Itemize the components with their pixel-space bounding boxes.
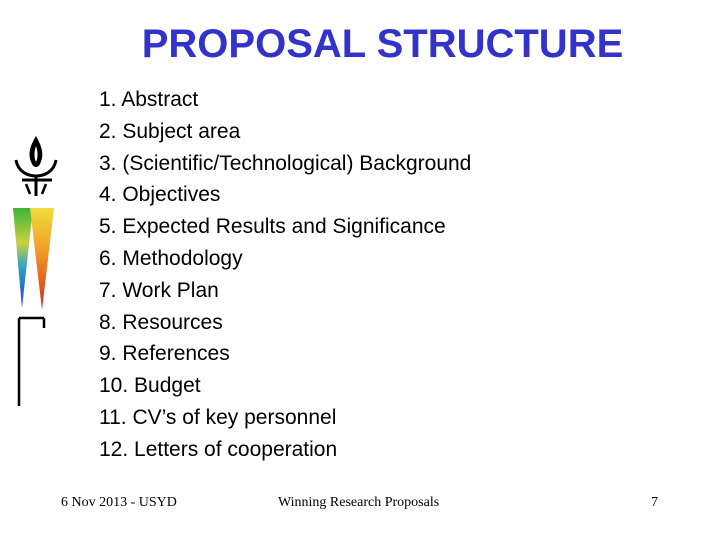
slide-title: PROPOSAL STRUCTURE <box>141 22 624 66</box>
list-item: 2. Subject area <box>99 119 241 143</box>
footer-title: Winning Research Proposals <box>278 495 440 510</box>
footer-date: 6 Nov 2013 - USYD <box>61 495 177 510</box>
list-item: 8. Resources <box>99 310 223 334</box>
list-item: 4. Objectives <box>99 183 221 207</box>
proposal-sections-list <box>99 84 471 466</box>
page-number: 7 <box>651 495 658 510</box>
list-item: 6. Methodology <box>99 246 243 270</box>
list-item: 9. References <box>99 342 230 366</box>
list-item: 10. Budget <box>99 374 201 398</box>
institution-logo <box>8 132 58 408</box>
list-item: 3. (Scientific/Technological) Background <box>99 151 472 175</box>
list-item: 5. Expected Results and Significance <box>99 215 446 239</box>
list-item: 12. Letters of cooperation <box>99 437 338 461</box>
list-item: 7. Work Plan <box>99 278 219 302</box>
list-item: 1. Abstract <box>99 88 199 111</box>
list-item: 11. CV’s of key personnel <box>99 405 337 429</box>
